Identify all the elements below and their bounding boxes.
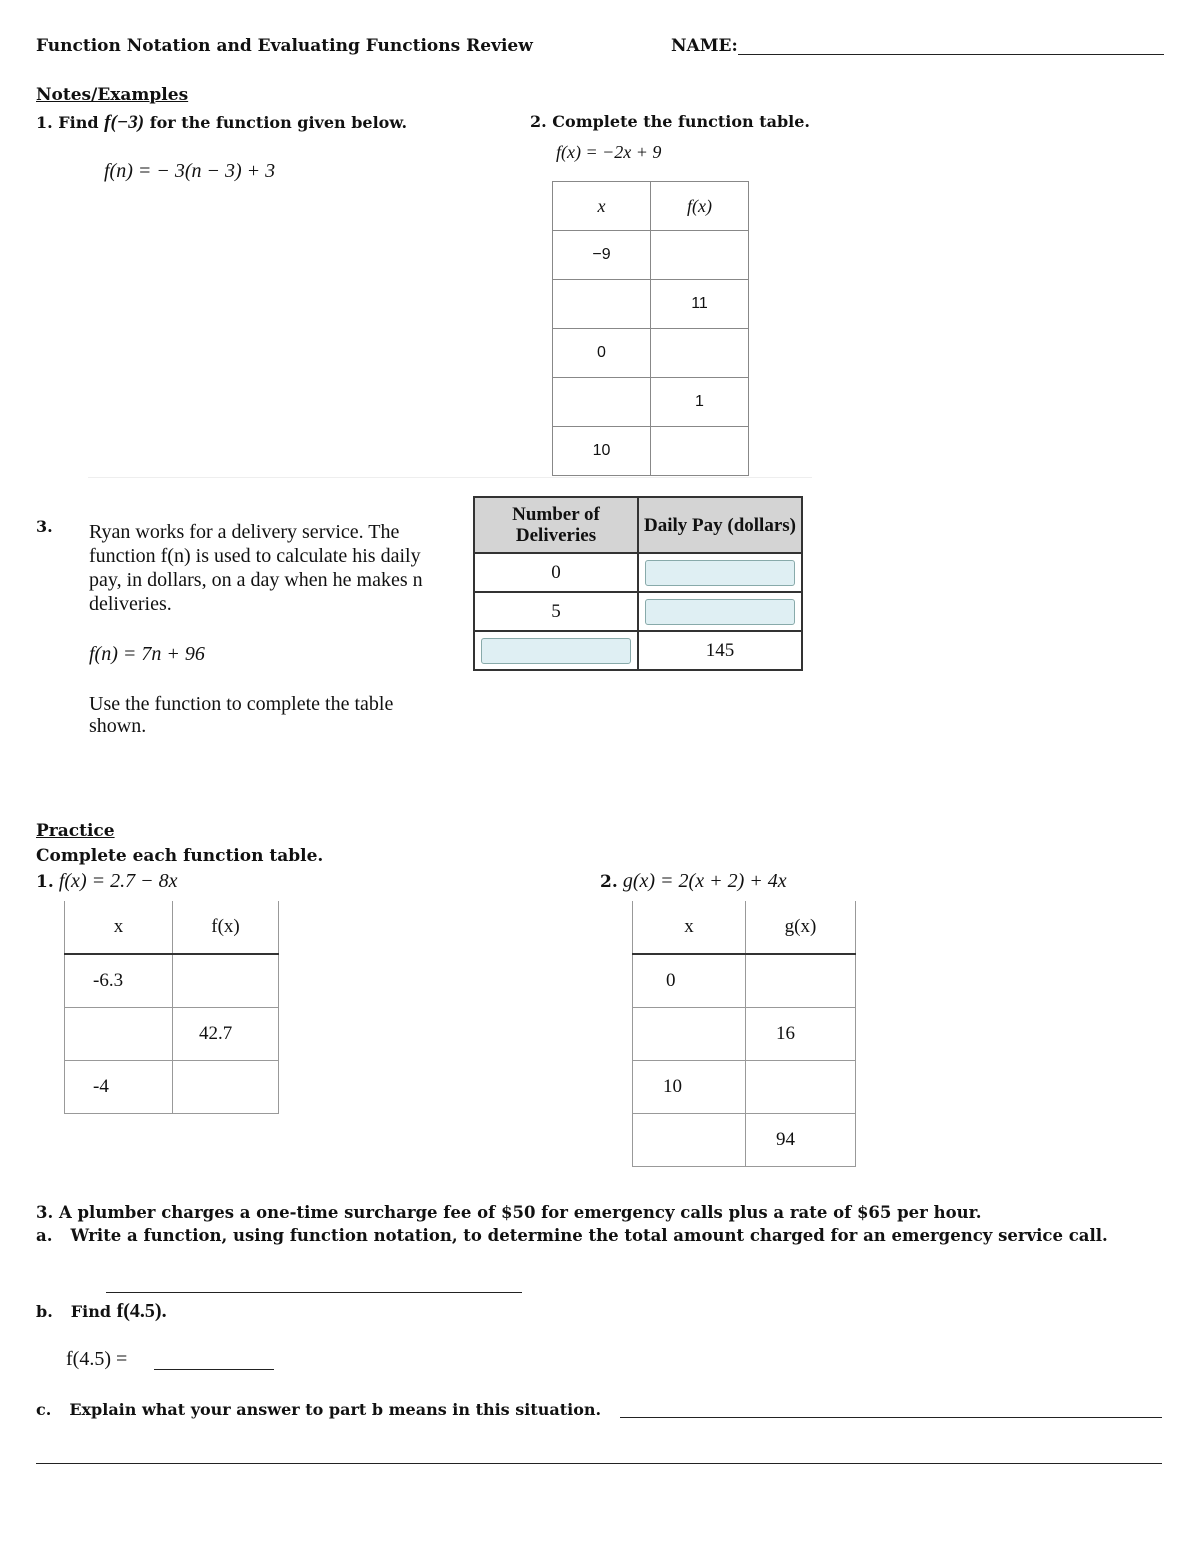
worksheet-title: Function Notation and Evaluating Functions Review: [36, 36, 533, 56]
divider: [88, 477, 812, 478]
answer-box[interactable]: [645, 599, 795, 625]
table-row: [553, 427, 749, 476]
table-row: [474, 592, 802, 631]
table-row: [553, 329, 749, 378]
practice-p3-a: a. Write a function, using function notation, to determine the total amount charged for an emergency service call.: [36, 1226, 1108, 1245]
table-cell[interactable]: [746, 954, 856, 1008]
practice-p3-intro: 3. A plumber charges a one-time surcharge fee of $50 for emergency calls plus a rate of $65 per hour.: [36, 1203, 982, 1222]
table-header-x: x: [633, 901, 746, 954]
practice-p3-b-answer: f(4.5) =: [66, 1348, 128, 1370]
notes-q2-table: [552, 181, 749, 476]
table-row: [633, 1008, 856, 1061]
table-cell[interactable]: [553, 378, 651, 427]
answer-box[interactable]: [645, 560, 795, 586]
table-cell[interactable]: [633, 1114, 746, 1167]
table-cell[interactable]: [651, 427, 749, 476]
table-header-deliveries: Number of Deliveries: [474, 497, 638, 553]
table-row: [474, 631, 802, 670]
practice-p1-heading: 1. f(x) = 2.7 − 8x: [36, 870, 178, 892]
name-field[interactable]: [738, 54, 1164, 55]
table-cell: 94: [746, 1114, 856, 1167]
notes-q3-instruction: Use the function to complete the table shown.: [89, 693, 394, 737]
practice-p2-heading: 2. g(x) = 2(x + 2) + 4x: [600, 870, 787, 892]
table-row: [65, 1061, 279, 1114]
table-cell: 10: [633, 1061, 746, 1114]
notes-q3-number: 3.: [36, 517, 53, 536]
table-row: [633, 1114, 856, 1167]
table-row: [65, 1008, 279, 1061]
table-header-fx: f(x): [651, 182, 749, 231]
table-row: [474, 553, 802, 592]
practice-p1-table: [64, 901, 279, 1114]
answer-box[interactable]: [481, 638, 631, 664]
practice-p2-table: [632, 901, 856, 1167]
practice-heading: Practice: [36, 821, 115, 841]
table-cell: 11: [651, 280, 749, 329]
table-cell[interactable]: [553, 280, 651, 329]
table-cell: 0: [553, 329, 651, 378]
table-cell[interactable]: [65, 1008, 173, 1061]
notes-q1-prompt: 1. Find f(−3) for the function given below.: [36, 112, 408, 133]
table-cell[interactable]: [633, 1008, 746, 1061]
notes-heading: Notes/Examples: [36, 85, 189, 105]
answer-line-b[interactable]: [154, 1369, 274, 1370]
name-label: NAME:: [671, 36, 738, 56]
table-row: [553, 280, 749, 329]
table-row: [633, 1061, 856, 1114]
table-cell[interactable]: [173, 954, 279, 1008]
table-header-gx: g(x): [746, 901, 856, 954]
table-cell-input[interactable]: [638, 553, 802, 592]
table-cell-input[interactable]: [474, 631, 638, 670]
answer-line-c1[interactable]: [620, 1417, 1162, 1418]
table-cell: 10: [553, 427, 651, 476]
answer-line-a[interactable]: [106, 1292, 522, 1293]
table-cell[interactable]: [746, 1061, 856, 1114]
notes-q3-text: Ryan works for a delivery service. The function f(n) is used to calculate his daily pay, in dollars, on a day when he makes n deliveries.: [89, 521, 423, 615]
table-cell[interactable]: [651, 329, 749, 378]
table-cell: 16: [746, 1008, 856, 1061]
notes-q1-function: f(n) = − 3(n − 3) + 3: [104, 160, 276, 182]
table-cell: −9: [553, 231, 651, 280]
table-cell: 145: [638, 631, 802, 670]
table-cell: -6.3: [65, 954, 173, 1008]
practice-p3-c: c. Explain what your answer to part b means in this situation.: [36, 1400, 602, 1419]
table-row: [553, 231, 749, 280]
notes-q2-function: f(x) = −2x + 9: [556, 142, 662, 162]
practice-instruction: Complete each function table.: [36, 846, 324, 866]
practice-p3-b: b. Find f(4.5).: [36, 1300, 167, 1322]
table-row: [553, 378, 749, 427]
table-header-daily-pay: Daily Pay (dollars): [638, 497, 802, 553]
table-cell[interactable]: [173, 1061, 279, 1114]
notes-q2-prompt: 2. Complete the function table.: [530, 112, 810, 131]
answer-line-c2[interactable]: [36, 1463, 1162, 1464]
table-cell-input[interactable]: [638, 592, 802, 631]
notes-q3-function: f(n) = 7n + 96: [89, 643, 205, 665]
table-cell: 0: [474, 553, 638, 592]
table-cell[interactable]: [651, 231, 749, 280]
table-row: [633, 954, 856, 1008]
table-cell: 0: [633, 954, 746, 1008]
table-header-fx: f(x): [173, 901, 279, 954]
deliveries-table: [473, 496, 803, 671]
table-cell: -4: [65, 1061, 173, 1114]
table-header-x: x: [65, 901, 173, 954]
table-row: [65, 954, 279, 1008]
table-header-x: x: [553, 182, 651, 231]
table-cell: 42.7: [173, 1008, 279, 1061]
table-cell: 1: [651, 378, 749, 427]
table-cell: 5: [474, 592, 638, 631]
